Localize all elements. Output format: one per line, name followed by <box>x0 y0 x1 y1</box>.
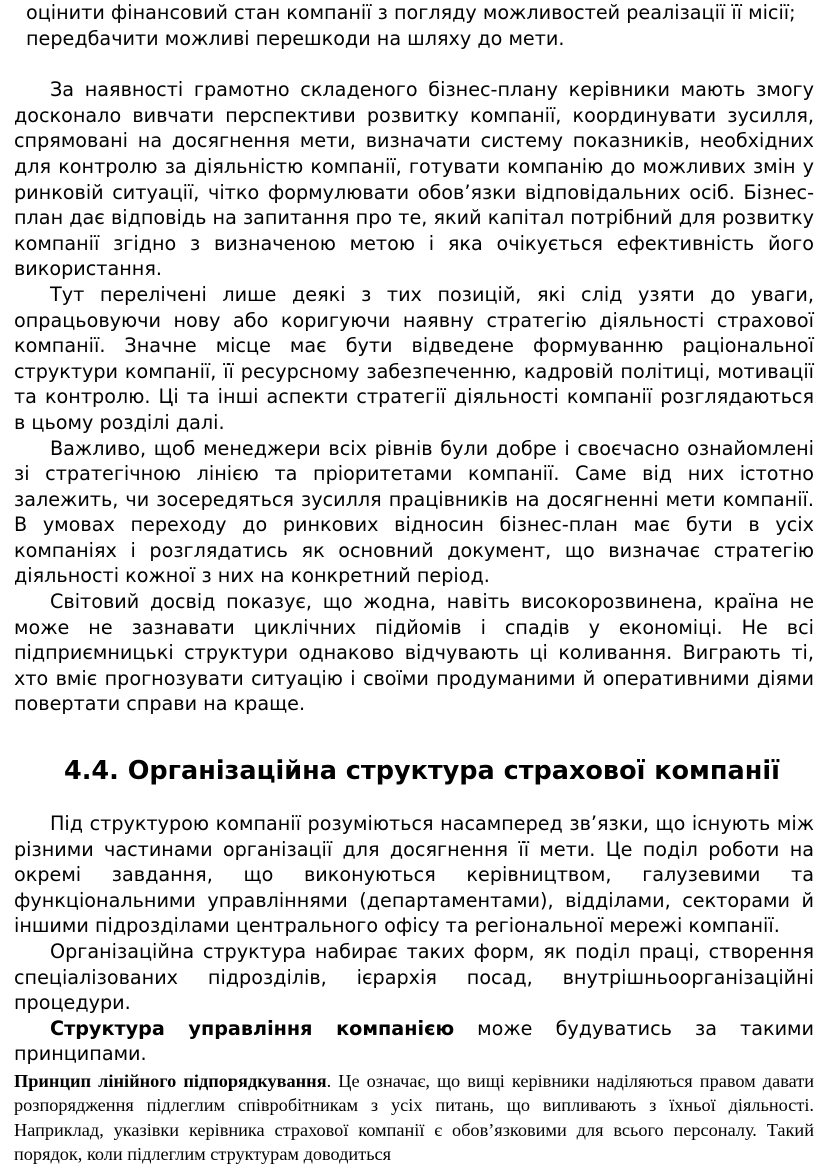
principle-title: Принцип лінійного підпорядкування <box>14 1070 327 1091</box>
document-page <box>14 0 814 1166</box>
paragraph-principles-intro <box>14 1016 814 1067</box>
section-body <box>14 811 814 1067</box>
paragraph-linear-principle <box>14 1069 814 1166</box>
section-heading: 4.4. Організаційна структура страхової компанії <box>64 756 780 787</box>
paragraph-managers: Важливо, щоб менеджери всіх рівнів були добре і своєчасно ознайомлені зі стратегічною лінією та пріоритетами компанії. Саме від них істотно залежить, чи зосередяться зусилля працівників на досягненні мети компанії. В умовах переходу до ринкових відносин бізнес-план має бути в усіх компаніях і розглядатись як основний документ, що визначає стратегію діяльності кожної з них на конкретний період. <box>14 436 814 588</box>
spacer <box>14 51 814 77</box>
paragraph-structure-definition: Під структурою компанії розуміються насамперед зв’язки, що існують між різними частинами організації для досягнення її мети. Це поділ роботи на окремі завдання, що виконуються керівництвом, галузевими та функціональними управліннями (департаментами), відділами, секторами й іншими підрозділами центрального офісу та регіональної мережі компанії. <box>14 812 814 938</box>
paragraph-structure-forms: Організаційна структура набирає таких форм, як поділ праці, створення спеціалізованих підрозділів, ієрархія посад, внутрішньоорганізаційні процедури. <box>14 940 814 1015</box>
principle-block <box>14 1069 814 1166</box>
bullet-list <box>14 0 814 51</box>
paragraph-business-plan: За наявності грамотно складеного бізнес-плану керівники мають змогу досконало вивчати перспективи розвитку компанії, координувати зусилля, спрямовані на досягнення мети, визначати систему показників, необхідних для контролю за діяльністю компанії, готувати компанію до можливих змін у ринковій ситуації, чітко формулювати обов’язки відповідальних осіб. Бізнес-план дає відповідь на запитання про те, який капітал потрібний для розвитку компанії згідно з визначеною метою і яка очікується ефективність його використання. <box>14 78 814 281</box>
principle-text: . Це означає, що вищі керівники наділяються правом давати розпорядження підлеглим співробітникам з усіх питань, що випливають з їхньої діяльності. Наприклад, указівки керівника страхової компанії є обов’язковими для всього персоналу. Такий порядок, коли підлеглим структурам доводиться <box>14 1070 814 1164</box>
list-item: передбачити можливі перешкоди на шляху до мети. <box>26 26 565 50</box>
paragraph-positions: Тут перелічені лише деякі з тих позицій, які слід узяти до уваги, опрацьовуючи нову або коригуючи наявну стратегію діяльності страхової компанії. Значне місце має бути відведене формуванню раціональної структури компанії, її ресурсному забезпеченню, кадровій політиці, мотивації та контролю. Ці та інші аспекти стратегії діяльності компанії розглядаються в цьому розділі далі. <box>14 282 814 434</box>
principles-intro-bold: Структура управління компанією <box>50 1016 455 1040</box>
principles-intro-rest: може будуватись за такими принципами. <box>14 1016 814 1066</box>
body-text <box>14 77 814 717</box>
list-item: оцінити фінансовий стан компанії з погляду можливостей реалізації її місії; <box>26 1 796 24</box>
paragraph-world-experience: Світовий досвід показує, що жодна, навіть високорозвинена, країна не може не зазнавати циклічних підйомів і спадів у економіці. Не всі підприємницькі структури однаково відчувають ці коливання. Виграють ті, хто вміє прогнозувати ситуацію і своїми продуманими й оперативними діями повертати справи на краще. <box>14 590 814 716</box>
